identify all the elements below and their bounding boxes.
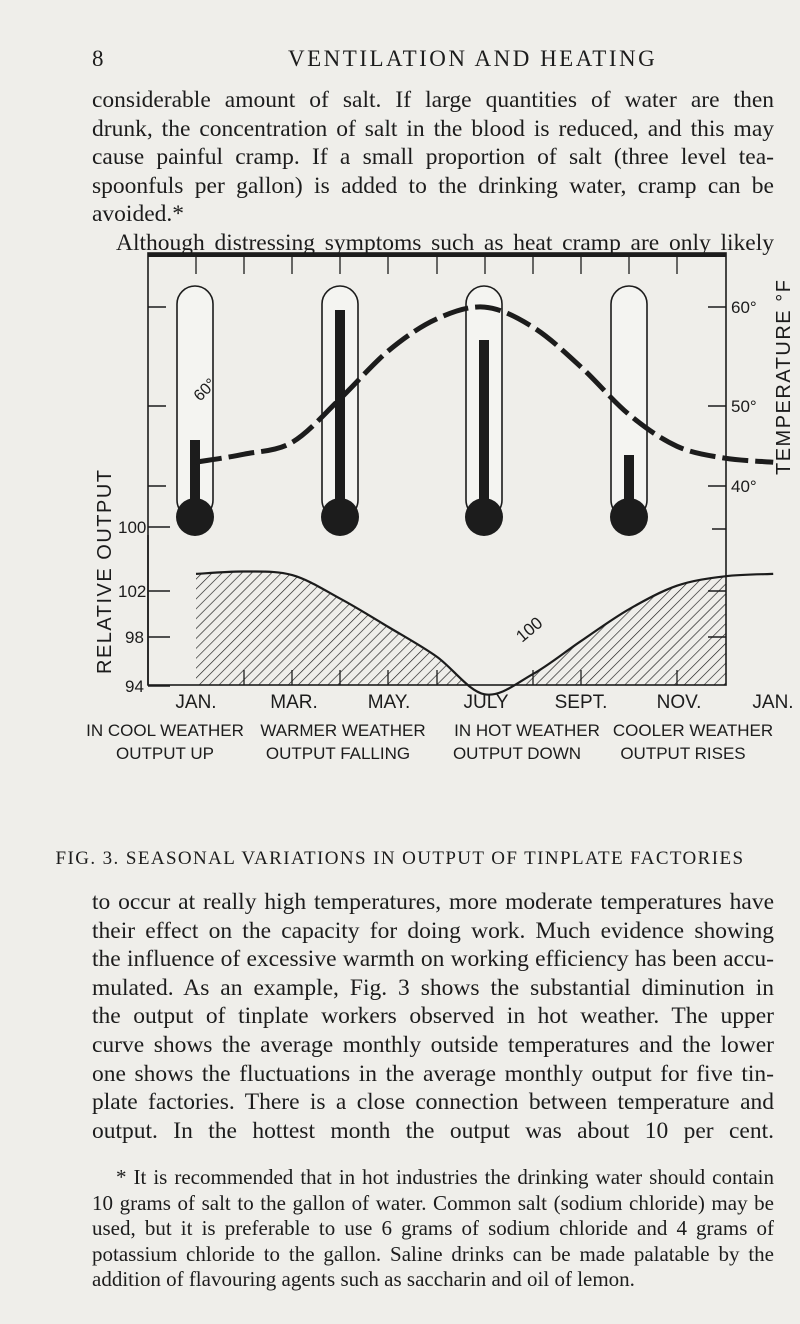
footnote-line: addition of flavouring agents such as saccharin and oil of lemon. — [92, 1267, 635, 1291]
month-label: MAR. — [270, 692, 318, 713]
page-number: 8 — [92, 46, 106, 71]
temp-tick-label: 50° — [731, 397, 757, 416]
intro-line: spoonfuls per gallon) is added to the drinking water, cramp can be — [92, 172, 774, 199]
body-line: to occur at really high temperatures, more moderate temperatures have — [92, 889, 774, 915]
footnote-line: potassium chloride to the gallon. Saline drinks can be made palatable by the — [92, 1241, 774, 1266]
output-tick-label: 100 — [118, 518, 147, 537]
month-label: JAN. — [175, 692, 217, 713]
temp-tick-label: 40° — [731, 477, 757, 496]
intro-line: avoided.* — [92, 201, 185, 228]
season-label: OUTPUT RISES — [620, 744, 746, 763]
curve-label-output: 100 — [512, 613, 547, 647]
thermometer-icon — [176, 286, 214, 536]
right-axis-label: TEMPERATURE °F — [773, 278, 795, 475]
running-header — [92, 46, 782, 76]
month-label: MAY. — [367, 692, 411, 713]
body-line: the influence of excessive warmth on working efficiency has been accu- — [92, 946, 774, 973]
season-label: OUTPUT FALLING — [265, 744, 411, 763]
footnote-line: 10 grams of salt to the gallon of water. Common salt (sodium chloride) may be — [92, 1190, 774, 1215]
intro-line: cause painful cramp. If a small proportion of salt (three level tea- — [92, 144, 774, 171]
body-line: the output of tinplate workers observed in hot weather. The upper — [92, 1003, 774, 1030]
season-label: OUTPUT DOWN — [452, 744, 582, 763]
body-line: mulated. As an example, Fig. 3 shows the substantial diminution in — [92, 974, 774, 1001]
thermometer-icon — [465, 286, 503, 536]
temp-tick-label: 60° — [731, 298, 757, 317]
curve-label-temperature: 60° — [190, 375, 220, 405]
intro-line: considerable amount of salt. If large quantities of water are then — [92, 87, 774, 113]
season-label: COOLER WEATHER — [612, 721, 774, 740]
output-tick-label: 98 — [125, 628, 144, 647]
month-label: NOV. — [656, 692, 702, 713]
body-line: their effect on the capacity for doing work. Much evidence showing — [92, 917, 774, 944]
footnote-line: used, but it is preferable to use 6 grams of sodium chloride and 4 grams of — [92, 1216, 774, 1240]
figure-3 — [0, 250, 800, 810]
month-label: SEPT. — [554, 692, 608, 713]
thermometer-icon — [610, 286, 648, 536]
season-label: WARMER WEATHER — [260, 721, 426, 740]
output-area — [196, 571, 773, 694]
body-line: curve shows the average monthly outside temperatures and the lower — [92, 1032, 774, 1058]
output-tick-label: 94 — [125, 677, 144, 696]
body-line: plate factories. There is a close connection between temperature and — [92, 1089, 774, 1116]
intro-line: Although distressing symptoms such as heat cramp are only likely — [116, 230, 774, 256]
figure-caption: FIG. 3. SEASONAL VARIATIONS IN OUTPUT OF TINPLATE FACTORIES — [55, 848, 745, 869]
intro-line: drunk, the concentration of salt in the blood is reduced, and this may — [92, 115, 774, 142]
body-line: output. In the hottest month the output was about 10 per cent. — [92, 1117, 774, 1144]
left-axis-label: RELATIVE OUTPUT — [94, 468, 116, 674]
season-label: OUTPUT UP — [116, 744, 214, 763]
month-label: JULY — [463, 692, 509, 713]
output-tick-label: 102 — [118, 582, 147, 601]
season-label: IN HOT WEATHER — [454, 721, 600, 740]
season-label: IN COOL WEATHER — [86, 721, 244, 740]
footnote-line: * It is recommended that in hot industries the drinking water should contain — [116, 1165, 774, 1189]
body-line: one shows the fluctuations in the average monthly output for five tin- — [92, 1060, 774, 1087]
running-title: VENTILATION AND HEATING — [288, 46, 658, 71]
month-label: JAN. — [752, 692, 794, 713]
